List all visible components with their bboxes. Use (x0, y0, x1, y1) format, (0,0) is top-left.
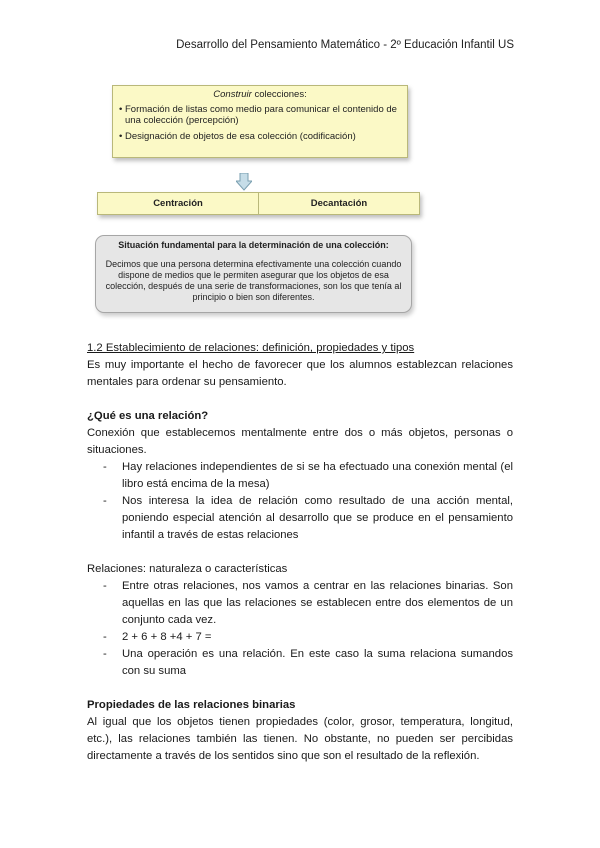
relation-question-heading: ¿Qué es una relación? (87, 410, 209, 422)
construct-collections-box (112, 85, 408, 158)
binary-properties-heading: Propiedades de las relaciones binarias (87, 699, 296, 711)
binary-properties-text: Al igual que los objetos tienen propiedades (color, grosor, temperatura, longitud, etc.), las relaciones también las tienen. No obstante, no pueden ser percibidas directamente a través de los sentidos sino que son el resultado de la reflexión. (87, 716, 513, 762)
intro-paragraph: Es muy importante el hecho de favorecer que los alumnos establezcan relaciones mentales para ordenar su pensamiento. (87, 359, 513, 388)
centration-decantation-bar (97, 192, 420, 215)
bullet-dot-icon: • (119, 104, 123, 115)
bullet-dot-icon: • (119, 131, 123, 142)
decantation-label: Decantación (258, 193, 419, 214)
construct-item (119, 104, 401, 126)
situation-text: Decimos que una persona determina efectivamente una colección cuando dispone de medios que le permiten asegurar que los objetos de esa colección, después de una serie de transformaciones, son los que tenía al principio o bien son diferentes. (105, 259, 402, 302)
relation-definition: Conexión que establecemos mentalmente entre dos o más objetos, personas o situaciones. (87, 427, 513, 456)
section-heading: 1.2 Establecimiento de relaciones: definición, propiedades y tipos (87, 342, 415, 354)
list-item-text: 2 + 6 + 8 +4 + 7 = (122, 631, 212, 643)
list-item (87, 646, 513, 680)
construct-item (119, 131, 401, 142)
list-item (87, 578, 513, 629)
list-item (87, 459, 513, 493)
relations-nature-heading: Relaciones: naturaleza o características (87, 563, 288, 575)
construct-title-rest: colecciones: (251, 89, 307, 100)
dash-bullet: - (103, 648, 107, 660)
dash-bullet: - (103, 580, 107, 592)
arrow-down-icon (236, 173, 252, 191)
situation-title: Situación fundamental para la determinación de una colección: (118, 240, 389, 250)
list-item (87, 629, 513, 646)
relation-bullet-list (87, 459, 513, 544)
dash-bullet: - (103, 495, 107, 507)
construct-item-text: Formación de listas como medio para comunicar el contenido de una colección (percepción) (125, 104, 397, 126)
construct-item-text: Designación de objetos de esa colección (codificación) (125, 131, 356, 142)
fundamental-situation-box (95, 235, 412, 313)
centration-label: Centración (153, 198, 203, 209)
list-item-text: Hay relaciones independientes de si se ha efectuado una conexión mental (el libro está encima de la mesa) (122, 461, 513, 490)
document-body (87, 340, 513, 765)
construct-box-title (119, 89, 401, 100)
dash-bullet: - (103, 461, 107, 473)
list-item (87, 493, 513, 544)
list-item-text: Una operación es una relación. En este caso la suma relaciona sumandos con su suma (122, 648, 513, 677)
running-header: Desarrollo del Pensamiento Matemático - 2º Educación Infantil US (176, 39, 514, 51)
dash-bullet: - (103, 631, 107, 643)
construct-title-italic: Construir (213, 89, 252, 100)
relations-nature-list (87, 578, 513, 680)
list-item-text: Entre otras relaciones, nos vamos a centrar en las relaciones binarias. Son aquellas en las que las relaciones se establecen entre dos elementos de un conjunto cada vez. (122, 580, 513, 626)
list-item-text: Nos interesa la idea de relación como resultado de una acción mental, poniendo especial atención al desarrollo que se produce en el pensamiento infantil a través de estas relaciones (122, 495, 513, 541)
